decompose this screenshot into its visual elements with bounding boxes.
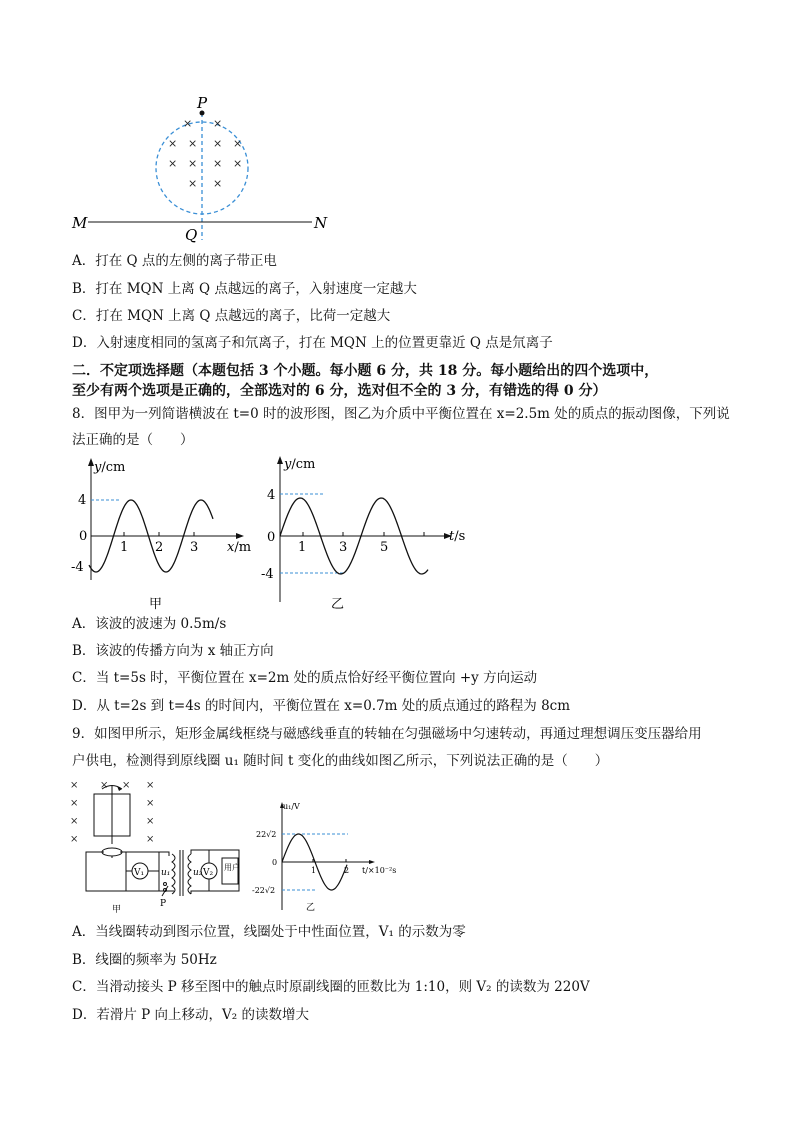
u1-graph-x-label: t/×10⁻²s: [362, 866, 397, 875]
q8-option-b: B．该波的传播方向为 x 轴正方向: [72, 643, 274, 659]
q7-option-b: B．打在 MQN 上离 Q 点越远的离子，入射速度一定越大: [72, 281, 417, 297]
field-cross-mark: ×: [70, 780, 79, 791]
jia-xtick-1: 1: [120, 540, 129, 555]
u1-graph-caption: 乙: [306, 903, 316, 913]
field-cross-mark: ×: [188, 137, 198, 150]
v2-label: V₂: [203, 868, 214, 878]
field-cross-mark: ×: [213, 157, 223, 170]
u1-graph-ytick-zero: 0: [272, 858, 278, 867]
q9-voltage-graph-yi: [250, 800, 415, 915]
q9-circuit-diagram-jia: [64, 776, 264, 914]
jia-x-label: x/m: [227, 540, 252, 555]
v1-label: V₁: [134, 868, 145, 878]
field-cross-mark: ×: [213, 117, 223, 130]
yi-xtick-5: 5: [380, 540, 389, 555]
section2-heading-line2: 至少有两个选项是正确的，全部选对的 6 分，选对但不全的 3 分，有错选的得 0 分）: [72, 383, 607, 399]
yi-y-label: y/cm: [284, 457, 316, 472]
q7-magnetic-field-figure: [60, 92, 350, 247]
u1-graph-ytick-bottom: -22√2: [252, 886, 276, 895]
field-cross-mark: ×: [168, 157, 178, 170]
u2-label: u₂: [193, 868, 203, 878]
label-P: P: [197, 94, 208, 112]
jia-caption: 甲: [149, 597, 163, 612]
q8-stem-line2: 法正确的是（ ）: [72, 432, 194, 448]
u1-graph-ytick-top: 22√2: [256, 830, 277, 839]
q8-option-c: C．当 t=5s 时，平衡位置在 x=2m 处的质点恰好经平衡位置向 +y 方向运动: [72, 670, 538, 686]
q9-option-b: B．线圈的频率为 50Hz: [72, 952, 217, 968]
label-M: M: [72, 214, 88, 232]
field-cross-mark: ×: [213, 137, 223, 150]
field-cross-mark: ×: [70, 834, 79, 845]
user-label: 用户: [224, 863, 240, 872]
yi-xtick-1: 1: [298, 540, 307, 555]
q9-stem-line1: 9．如图甲所示，矩形金属线框绕与磁感线垂直的转轴在匀强磁场中匀速转动，再通过理想调压变压器给用: [72, 726, 702, 742]
u1-graph-xtick-1: 1: [311, 866, 317, 875]
q8-option-d: D．从 t=2s 到 t=4s 的时间内，平衡位置在 x=0.7m 处的质点通过的路程为 8cm: [72, 698, 571, 714]
field-cross-mark: ×: [188, 177, 198, 190]
q8-stem-line1: 8．图甲为一列简谐横波在 t=0 时的波形图，图乙为介质中平衡位置在 x=2.5m 处的质点的振动图像，下列说: [72, 406, 730, 422]
jia-xtick-2: 2: [155, 540, 164, 555]
yi-x-label: t/s: [449, 529, 466, 544]
jia-y-label: y/cm: [94, 460, 126, 475]
u1-graph-y-label: u₁/V: [283, 802, 300, 811]
field-cross-mark: ×: [70, 816, 79, 827]
yi-ytick-neg4: -4: [261, 567, 274, 582]
secondary-coil: [188, 854, 191, 894]
q7-option-d: D．入射速度相同的氢离子和氘离子，打在 MQN 上的位置更靠近 Q 点是氘离子: [72, 335, 553, 351]
yi-ytick-0: 0: [267, 530, 276, 545]
jia-ytick-neg4: -4: [71, 560, 84, 575]
field-cross-mark: ×: [183, 117, 193, 130]
field-cross-mark: ×: [122, 780, 131, 791]
field-cross-mark: ×: [146, 798, 155, 809]
primary-coil: [172, 854, 175, 894]
q8-vibration-graph-yi: [258, 452, 473, 612]
slider-p-label: P: [160, 899, 167, 909]
yi-ytick-4: 4: [267, 488, 276, 503]
yi-xtick-3: 3: [339, 540, 348, 555]
q9-option-d: D．若滑片 P 向上移动，V₂ 的读数增大: [72, 1007, 309, 1023]
q8-wave-graph-jia: [68, 452, 268, 612]
field-cross-mark: ×: [233, 157, 243, 170]
q7-option-a: A．打在 Q 点的左侧的离子带正电: [72, 253, 277, 269]
q7-option-c: C．打在 MQN 上离 Q 点越远的离子，比荷一定越大: [72, 308, 391, 324]
q9-option-c: C．当滑动接头 P 移至图中的触点时原副线圈的匝数比为 1:10，则 V₂ 的读数为 220V: [72, 979, 590, 995]
label-Q: Q: [185, 226, 198, 244]
q9-option-a: A．当线圈转动到图示位置，线圈处于中性面位置，V₁ 的示数为零: [72, 924, 466, 940]
q8-option-a: A．该波的波速为 0.5m/s: [72, 616, 227, 632]
field-cross-mark: ×: [70, 798, 79, 809]
field-cross-mark: ×: [188, 157, 198, 170]
jia-ytick-4: 4: [78, 493, 87, 508]
u1-label: u₁: [161, 868, 171, 878]
jia-ytick-0: 0: [79, 529, 88, 544]
field-cross-mark: ×: [100, 780, 109, 791]
label-N: N: [314, 214, 328, 232]
field-cross-mark: ×: [146, 834, 155, 845]
yi-caption: 乙: [331, 597, 345, 612]
q9-stem-line2: 户供电，检测得到原线圈 u₁ 随时间 t 变化的曲线如图乙所示，下列说法正确的是（ ）: [72, 753, 609, 769]
field-cross-mark: ×: [146, 780, 155, 791]
field-cross-mark: ×: [146, 816, 155, 827]
field-cross-mark: ×: [213, 177, 223, 190]
u1-graph-xtick-2: 2: [344, 866, 350, 875]
field-cross-mark: ×: [168, 137, 178, 150]
jia-xtick-3: 3: [190, 540, 199, 555]
circuit-caption: 甲: [112, 905, 122, 914]
field-cross-mark: ×: [233, 137, 243, 150]
section2-heading-line1: 二．不定项选择题（本题包括 3 个小题。每小题 6 分，共 18 分。每小题给出的四个选项中，: [72, 363, 659, 379]
